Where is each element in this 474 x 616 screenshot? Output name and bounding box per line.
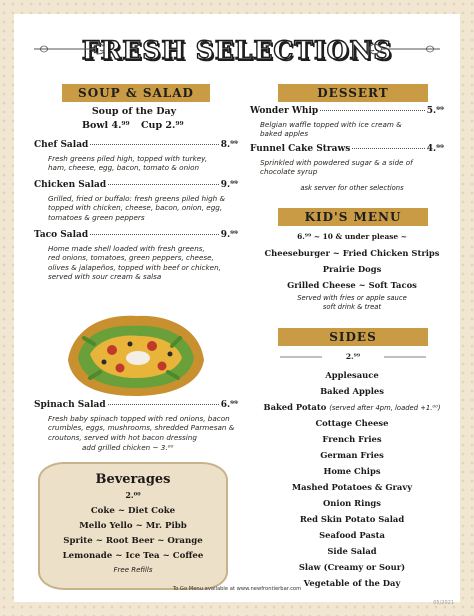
side-item: Side Salad — [327, 546, 377, 556]
beverage-line: Sprite ~ Root Beer ~ Orange — [63, 536, 203, 546]
side-item-label: Baked Potato — [263, 402, 327, 412]
footer-text: To Go Menu available at www.newfrontierbar.com — [172, 586, 302, 592]
item-name: Spinach Salad — [34, 400, 106, 410]
left-flourish-icon — [32, 42, 108, 56]
description-line: croutons, served with hot bacon dressing — [48, 432, 197, 442]
description-line: Belgian waffle topped with ice cream & — [260, 120, 402, 129]
dessert-note: ask server for other selections — [300, 184, 404, 192]
item-price: 9.⁹⁹ — [220, 180, 238, 190]
taco-salad-item — [34, 230, 238, 240]
taco-salad-photo — [60, 308, 210, 400]
soup-of-the-day-title: Soup of the Day — [91, 106, 177, 117]
item-price: 5.⁹⁹ — [426, 106, 444, 116]
date-code: 05/2021 — [433, 600, 454, 606]
funnel-cake-description — [260, 158, 446, 177]
dot-leader — [90, 234, 219, 235]
beverage-line: Lemonade ~ Ice Tea ~ Coffee — [62, 551, 204, 561]
side-item: Applesauce — [325, 370, 379, 380]
side-item: French Fries — [322, 434, 382, 444]
side-item: Home Chips — [323, 466, 381, 476]
side-item: Slaw (Creamy or Sour) — [298, 562, 406, 572]
dot-leader — [108, 404, 219, 405]
sides-price: 2.⁹⁹ — [322, 352, 384, 361]
side-item: Cottage Cheese — [315, 418, 389, 428]
side-item: Red Skin Potato Salad — [299, 514, 405, 524]
item-price: 4.⁹⁹ — [426, 144, 444, 154]
kids-note-line: Served with fries or apple sauce — [297, 294, 407, 302]
description-line: served with sour cream & salsa — [48, 272, 162, 282]
item-price: 6.⁹⁹ — [220, 400, 238, 410]
side-item: Onion Rings — [323, 498, 381, 508]
spinach-addon: add grilled chicken ~ 3.⁰⁰ — [82, 443, 174, 452]
item-name: Funnel Cake Straws — [250, 144, 351, 154]
description-line: red onions, tomatoes, green peppers, cheese, — [48, 253, 214, 263]
item-name: Taco Salad — [34, 230, 89, 240]
side-item: Vegetable of the Day — [303, 578, 401, 588]
menu-header — [14, 36, 460, 66]
item-name: Wonder Whip — [250, 106, 319, 116]
side-item: Mashed Potatoes & Gravy — [291, 482, 413, 492]
description-line: Home made shell loaded with fresh greens, — [48, 244, 205, 253]
wonder-whip-description — [260, 120, 446, 139]
menu-page — [14, 14, 460, 606]
chicken-salad-item — [34, 180, 238, 190]
item-name: Chef Salad — [34, 140, 89, 150]
free-refills-note: Free Refills — [113, 566, 153, 574]
description-line: ham, cheese, egg, bacon, tomato & onion — [48, 163, 200, 173]
description-line: tomatoes & green peppers — [48, 212, 145, 222]
description-line: baked apples — [260, 129, 309, 139]
kids-menu-banner: KID'S MENU — [278, 208, 428, 226]
page-title: FRESH SELECTIONS — [81, 36, 393, 65]
soup-cup-price: Cup 2.⁹⁹ — [141, 120, 184, 131]
spinach-salad-item — [34, 400, 238, 410]
beverages-title: Beverages — [95, 472, 171, 487]
beverages-price: 2.⁰⁰ — [125, 490, 141, 500]
beverage-line: Coke ~ Diet Coke — [90, 506, 176, 516]
soup-bowl-price: Bowl 4.⁹⁹ — [82, 120, 130, 131]
chicken-salad-description — [48, 194, 244, 222]
item-name: Chicken Salad — [34, 180, 107, 190]
description-line: topped with chicken, cheese, bacon, onion, egg, — [48, 203, 223, 213]
sides-banner: SIDES — [278, 328, 428, 346]
chef-salad-item — [34, 140, 238, 150]
dot-leader — [108, 184, 219, 185]
dot-leader — [352, 148, 424, 149]
taco-salad-description — [48, 244, 244, 282]
dot-leader — [90, 144, 218, 145]
item-price: 8.⁹⁹ — [220, 140, 238, 150]
baked-potato-note: (served after 4pm, loaded +1.⁰⁰) — [329, 404, 441, 412]
description-line: olives & jalapeños, topped with beef or chicken, — [48, 262, 221, 272]
description-line: crumbles, eggs, mushrooms, shredded Parmesan & — [48, 423, 235, 433]
kids-price-line: 6.⁹⁹ ~ 10 & under please ~ — [297, 232, 407, 241]
kids-note — [242, 294, 462, 312]
description-line: Fresh baby spinach topped with red onions, bacon — [48, 414, 230, 423]
kids-note-line: soft drink & treat — [322, 303, 382, 311]
description-line: chocolate syrup — [260, 167, 318, 177]
spinach-salad-description — [48, 414, 244, 442]
beverage-line: Mello Yello ~ Mr. Pibb — [79, 521, 187, 531]
kids-item: Cheeseburger ~ Fried Chicken Strips — [264, 248, 440, 258]
description-line: Fresh greens piled high, topped with turkey, — [48, 154, 208, 163]
side-item-baked-potato — [242, 402, 462, 412]
kids-item: Prairie Dogs — [322, 264, 382, 274]
side-item: German Fries — [320, 450, 384, 460]
description-line: Grilled, fried or buffalo: fresh greens piled high & — [48, 194, 226, 203]
item-price: 9.⁹⁹ — [220, 230, 238, 240]
description-line: Sprinkled with powdered sugar & a side of — [260, 158, 413, 167]
chef-salad-description — [48, 154, 238, 173]
right-flourish-icon — [366, 42, 442, 56]
wonder-whip-item — [250, 106, 444, 116]
side-item: Seafood Pasta — [319, 530, 385, 540]
dot-leader — [320, 110, 425, 111]
beverages-box — [38, 462, 228, 590]
side-item: Baked Apples — [320, 386, 384, 396]
beverage-list — [40, 504, 226, 564]
kids-item: Grilled Cheese ~ Soft Tacos — [287, 280, 417, 290]
funnel-cake-item — [250, 144, 444, 154]
soup-salad-banner: SOUP & SALAD — [62, 84, 210, 102]
dessert-banner: DESSERT — [278, 84, 428, 102]
